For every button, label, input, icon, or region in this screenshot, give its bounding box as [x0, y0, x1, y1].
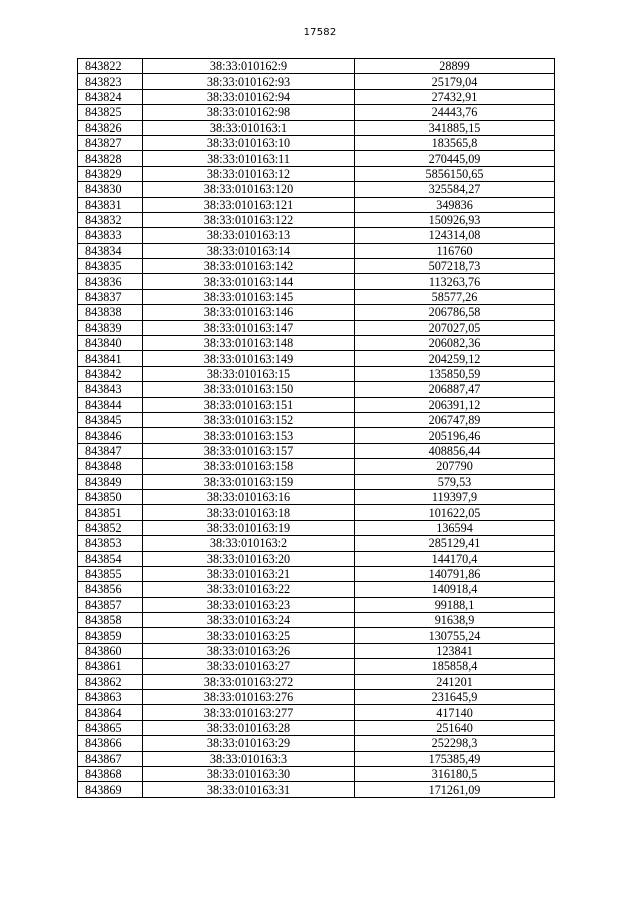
cadastral-number-cell: 38:33:010163:146 [143, 305, 355, 320]
cadastral-number-cell: 38:33:010163:152 [143, 412, 355, 427]
row-number-cell: 843834 [78, 243, 143, 258]
row-number-cell: 843854 [78, 551, 143, 566]
row-number-cell: 843862 [78, 674, 143, 689]
row-number-cell: 843839 [78, 320, 143, 335]
cadastral-number-cell: 38:33:010163:26 [143, 643, 355, 658]
row-number-cell: 843830 [78, 182, 143, 197]
cadastral-number-cell: 38:33:010163:149 [143, 351, 355, 366]
table-row [78, 228, 555, 243]
cadastral-value-cell: 241201 [355, 674, 555, 689]
row-number-cell: 843855 [78, 566, 143, 581]
cadastral-value-cell: 205196,46 [355, 428, 555, 443]
row-number-cell: 843865 [78, 720, 143, 735]
table-row [78, 551, 555, 566]
table-row [78, 474, 555, 489]
table-row [78, 243, 555, 258]
cadastral-number-cell: 38:33:010163:144 [143, 274, 355, 289]
cadastral-value-cell: 99188,1 [355, 597, 555, 612]
cadastral-number-cell: 38:33:010163:13 [143, 228, 355, 243]
cadastral-number-cell: 38:33:010163:276 [143, 690, 355, 705]
cadastral-value-cell: 231645,9 [355, 690, 555, 705]
table-row [78, 212, 555, 227]
cadastral-number-cell: 38:33:010163:16 [143, 489, 355, 504]
cadastral-value-cell: 507218,73 [355, 259, 555, 274]
cadastral-value-cell: 144170,4 [355, 551, 555, 566]
table-row [78, 720, 555, 735]
cadastral-value-cell: 206887,47 [355, 382, 555, 397]
cadastral-value-cell: 58577,26 [355, 289, 555, 304]
cadastral-value-cell: 206786,58 [355, 305, 555, 320]
table-row [78, 197, 555, 212]
table-row [78, 89, 555, 104]
cadastral-number-cell: 38:33:010163:148 [143, 336, 355, 351]
cadastral-number-cell: 38:33:010162:93 [143, 74, 355, 89]
row-number-cell: 843848 [78, 459, 143, 474]
cadastral-value-cell: 28899 [355, 59, 555, 74]
cadastral-value-cell: 119397,9 [355, 489, 555, 504]
table-row [78, 259, 555, 274]
table-row [78, 536, 555, 551]
cadastral-value-cell: 325584,27 [355, 182, 555, 197]
cadastral-value-cell: 27432,91 [355, 89, 555, 104]
cadastral-number-cell: 38:33:010162:98 [143, 105, 355, 120]
row-number-cell: 843831 [78, 197, 143, 212]
row-number-cell: 843863 [78, 690, 143, 705]
cadastral-number-cell: 38:33:010163:122 [143, 212, 355, 227]
row-number-cell: 843869 [78, 782, 143, 797]
cadastral-value-cell: 135850,59 [355, 366, 555, 381]
cadastral-value-cell: 150926,93 [355, 212, 555, 227]
table-row [78, 751, 555, 766]
cadastral-value-cell: 140918,4 [355, 582, 555, 597]
cadastral-number-cell: 38:33:010163:30 [143, 766, 355, 781]
cadastral-number-cell: 38:33:010163:1 [143, 120, 355, 135]
cadastral-number-cell: 38:33:010163:23 [143, 597, 355, 612]
cadastral-number-cell: 38:33:010163:11 [143, 151, 355, 166]
row-number-cell: 843856 [78, 582, 143, 597]
cadastral-number-cell: 38:33:010163:121 [143, 197, 355, 212]
cadastral-value-cell: 185858,4 [355, 659, 555, 674]
cadastral-value-cell: 206391,12 [355, 397, 555, 412]
row-number-cell: 843835 [78, 259, 143, 274]
cadastral-value-cell: 113263,76 [355, 274, 555, 289]
table-row [78, 782, 555, 797]
cadastral-number-cell: 38:33:010163:12 [143, 166, 355, 181]
cadastral-number-cell: 38:33:010163:31 [143, 782, 355, 797]
row-number-cell: 843861 [78, 659, 143, 674]
row-number-cell: 843859 [78, 628, 143, 643]
cadastral-value-cell: 206747,89 [355, 412, 555, 427]
cadastral-value-cell: 183565,8 [355, 135, 555, 150]
table-row [78, 674, 555, 689]
table-row [78, 505, 555, 520]
cadastral-value-cell: 207790 [355, 459, 555, 474]
row-number-cell: 843853 [78, 536, 143, 551]
table-row [78, 151, 555, 166]
table-row [78, 289, 555, 304]
row-number-cell: 843844 [78, 397, 143, 412]
row-number-cell: 843849 [78, 474, 143, 489]
row-number-cell: 843868 [78, 766, 143, 781]
row-number-cell: 843836 [78, 274, 143, 289]
row-number-cell: 843842 [78, 366, 143, 381]
table-row [78, 659, 555, 674]
cadastral-value-cell: 171261,09 [355, 782, 555, 797]
table-row [78, 443, 555, 458]
table-row [78, 74, 555, 89]
cadastral-number-cell: 38:33:010162:9 [143, 59, 355, 74]
table-row [78, 766, 555, 781]
row-number-cell: 843850 [78, 489, 143, 504]
row-number-cell: 843846 [78, 428, 143, 443]
row-number-cell: 843852 [78, 520, 143, 535]
table-row [78, 459, 555, 474]
table-row [78, 736, 555, 751]
cadastral-number-cell: 38:33:010163:145 [143, 289, 355, 304]
cadastral-number-cell: 38:33:010163:147 [143, 320, 355, 335]
cadastral-number-cell: 38:33:010163:20 [143, 551, 355, 566]
cadastral-value-cell: 417140 [355, 705, 555, 720]
table-row [78, 274, 555, 289]
cadastral-value-cell: 206082,36 [355, 336, 555, 351]
cadastral-value-cell: 252298,3 [355, 736, 555, 751]
row-number-cell: 843857 [78, 597, 143, 612]
cadastral-value-cell: 579,53 [355, 474, 555, 489]
cadastral-value-cell: 116760 [355, 243, 555, 258]
row-number-cell: 843851 [78, 505, 143, 520]
table-row [78, 105, 555, 120]
cadastral-value-cell: 251640 [355, 720, 555, 735]
cadastral-value-cell: 408856,44 [355, 443, 555, 458]
cadastral-number-cell: 38:33:010163:15 [143, 366, 355, 381]
cadastral-number-cell: 38:33:010163:277 [143, 705, 355, 720]
cadastral-value-cell: 5856150,65 [355, 166, 555, 181]
table-row [78, 59, 555, 74]
cadastral-number-cell: 38:33:010163:14 [143, 243, 355, 258]
cadastral-value-cell: 130755,24 [355, 628, 555, 643]
cadastral-value-cell: 341885,15 [355, 120, 555, 135]
cadastral-number-cell: 38:33:010162:94 [143, 89, 355, 104]
table-row [78, 120, 555, 135]
cadastral-number-cell: 38:33:010163:28 [143, 720, 355, 735]
cadastral-number-cell: 38:33:010163:19 [143, 520, 355, 535]
cadastral-number-cell: 38:33:010163:157 [143, 443, 355, 458]
cadastral-number-cell: 38:33:010163:158 [143, 459, 355, 474]
row-number-cell: 843828 [78, 151, 143, 166]
cadastral-value-cell: 270445,09 [355, 151, 555, 166]
table-row [78, 520, 555, 535]
row-number-cell: 843858 [78, 613, 143, 628]
cadastral-value-cell: 207027,05 [355, 320, 555, 335]
row-number-cell: 843864 [78, 705, 143, 720]
cadastral-number-cell: 38:33:010163:18 [143, 505, 355, 520]
row-number-cell: 843833 [78, 228, 143, 243]
cadastral-number-cell: 38:33:010163:27 [143, 659, 355, 674]
table-row [78, 705, 555, 720]
cadastral-value-cell: 91638,9 [355, 613, 555, 628]
table-row [78, 566, 555, 581]
cadastral-number-cell: 38:33:010163:29 [143, 736, 355, 751]
cadastral-value-cell: 204259,12 [355, 351, 555, 366]
cadastral-number-cell: 38:33:010163:24 [143, 613, 355, 628]
row-number-cell: 843827 [78, 135, 143, 150]
row-number-cell: 843826 [78, 120, 143, 135]
cadastral-value-cell: 136594 [355, 520, 555, 535]
cadastral-value-cell: 316180,5 [355, 766, 555, 781]
row-number-cell: 843841 [78, 351, 143, 366]
cadastral-number-cell: 38:33:010163:142 [143, 259, 355, 274]
cadastral-value-cell: 124314,08 [355, 228, 555, 243]
table-row [78, 613, 555, 628]
row-number-cell: 843822 [78, 59, 143, 74]
cadastral-number-cell: 38:33:010163:3 [143, 751, 355, 766]
cadastral-value-cell: 285129,41 [355, 536, 555, 551]
row-number-cell: 843838 [78, 305, 143, 320]
table-body [78, 59, 555, 798]
table-row [78, 320, 555, 335]
table-row [78, 351, 555, 366]
table-row [78, 412, 555, 427]
cadastral-value-cell: 123841 [355, 643, 555, 658]
cadastral-number-cell: 38:33:010163:10 [143, 135, 355, 150]
table-row [78, 166, 555, 181]
cadastral-number-cell: 38:33:010163:150 [143, 382, 355, 397]
table-row [78, 336, 555, 351]
cadastral-value-cell: 101622,05 [355, 505, 555, 520]
cadastral-number-cell: 38:33:010163:151 [143, 397, 355, 412]
table-row [78, 643, 555, 658]
row-number-cell: 843867 [78, 751, 143, 766]
table-row [78, 305, 555, 320]
cadastral-value-cell: 349836 [355, 197, 555, 212]
table-row [78, 628, 555, 643]
cadastral-number-cell: 38:33:010163:25 [143, 628, 355, 643]
cadastral-value-cell: 24443,76 [355, 105, 555, 120]
row-number-cell: 843832 [78, 212, 143, 227]
table-row [78, 366, 555, 381]
table-row [78, 182, 555, 197]
table-row [78, 428, 555, 443]
cadastral-number-cell: 38:33:010163:159 [143, 474, 355, 489]
table-row [78, 597, 555, 612]
cadastral-value-cell: 25179,04 [355, 74, 555, 89]
cadastral-number-cell: 38:33:010163:153 [143, 428, 355, 443]
row-number-cell: 843840 [78, 336, 143, 351]
cadastral-number-cell: 38:33:010163:272 [143, 674, 355, 689]
table-row [78, 489, 555, 504]
row-number-cell: 843823 [78, 74, 143, 89]
row-number-cell: 843843 [78, 382, 143, 397]
cadastral-number-cell: 38:33:010163:120 [143, 182, 355, 197]
table-row [78, 135, 555, 150]
cadastral-number-cell: 38:33:010163:22 [143, 582, 355, 597]
row-number-cell: 843847 [78, 443, 143, 458]
row-number-cell: 843825 [78, 105, 143, 120]
table-row [78, 582, 555, 597]
row-number-cell: 843866 [78, 736, 143, 751]
row-number-cell: 843829 [78, 166, 143, 181]
table-row [78, 382, 555, 397]
cadastral-number-cell: 38:33:010163:21 [143, 566, 355, 581]
page-number: 17582 [303, 27, 337, 38]
cadastral-value-cell: 140791,86 [355, 566, 555, 581]
row-number-cell: 843845 [78, 412, 143, 427]
table-row [78, 397, 555, 412]
table-row [78, 690, 555, 705]
row-number-cell: 843860 [78, 643, 143, 658]
cadastral-number-cell: 38:33:010163:2 [143, 536, 355, 551]
row-number-cell: 843837 [78, 289, 143, 304]
row-number-cell: 843824 [78, 89, 143, 104]
cadastral-value-cell: 175385,49 [355, 751, 555, 766]
cadastral-value-table [77, 58, 555, 798]
